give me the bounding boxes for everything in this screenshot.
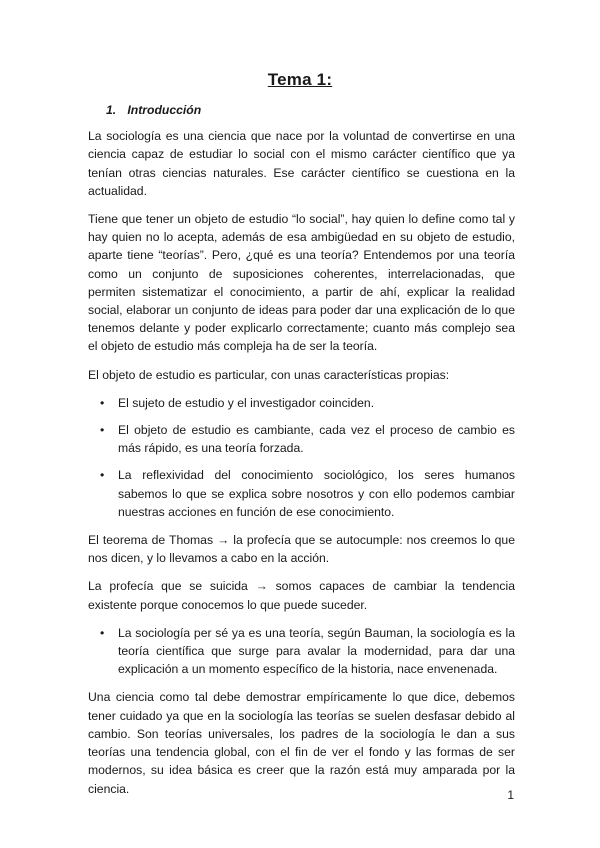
list-item-text: El objeto de estudio es cambiante, cada vez el proceso de cambio es más rápido, es una teoría forzada. [118, 423, 515, 456]
section-number: 1. [106, 103, 117, 117]
paragraph: El teorema de Thomas → la profecía que se autocumple: nos creemos lo que nos dicen, y lo llevamos a cabo en la acción. [88, 533, 515, 566]
list-item [88, 394, 515, 412]
paragraph: La sociología es una ciencia que nace por la voluntad de convertirse en una ciencia capaz de estudiar lo social con el mismo carácter científico que ya tenían otras ciencias naturales. Ese carácter científico se cuestiona en la actualidad. [88, 129, 515, 198]
list-item-text: El sujeto de estudio y el investigador coinciden. [118, 395, 375, 410]
list-item-text: La reflexividad del conocimiento sociológico, los seres humanos sabemos lo que se explica sobre nosotros y con ello podemos cambiar nuestras acciones en función de ese conocimiento. [118, 468, 515, 519]
list-item [88, 466, 515, 521]
page-number: 1 [507, 788, 514, 802]
paragraph: La profecía que se suicida → somos capaces de cambiar la tendencia existente porque conocemos lo que puede suceder. [88, 579, 515, 612]
bullet-list [88, 624, 515, 679]
bullet-icon: • [100, 625, 105, 640]
paragraph: El objeto de estudio es particular, con unas características propias: [88, 367, 450, 382]
bullet-list [88, 394, 515, 521]
list-item [88, 421, 515, 457]
paragraph: Una ciencia como tal debe demostrar empíricamente lo que dice, debemos tener cuidado ya que en la sociología las teorías se suelen desfasar debido al cambio. Son teorías universales, los padres de la sociología le dan a sus teorías una tendencia global, con el fin de ver el fondo y las formas de ser modernos, su idea básica es creer que la razón está muy amparada por la ciencia. [88, 690, 515, 796]
section-title: Introducción [127, 103, 202, 117]
list-item-text: La sociología per sé ya es una teoría, según Bauman, la sociología es la teoría científica que surge para avalar la modernidad, para dar una explicación a un momento específico de la historia, nace envenenada. [118, 625, 515, 677]
document-body [88, 101, 515, 808]
bullet-icon: • [100, 395, 105, 410]
list-item [88, 624, 515, 679]
paragraph: Tiene que tener un objeto de estudio “lo social”, hay quien lo define como tal y hay quien no lo acepta, además de esa ambigüedad en su objeto de estudio, aparte tiene “teorías”. Pero, ¿qué es una teoría? Entendemos por una teoría como un conjunto de suposiciones coherentes, interrelacionadas, que permiten sistematizar el conocimiento, a partir de ahí, explicar la realidad social, elaborar un conjunto de ideas para poder dar una explicación de lo que tenemos delante y poder explicarlo correctamente; cuanto más complejo sea el objeto de estudio más compleja ha de ser la teoría. [88, 212, 515, 354]
bullet-icon: • [100, 468, 105, 483]
section-heading [106, 101, 515, 119]
bullet-icon: • [100, 423, 105, 438]
page-title: Tema 1: [267, 70, 333, 89]
